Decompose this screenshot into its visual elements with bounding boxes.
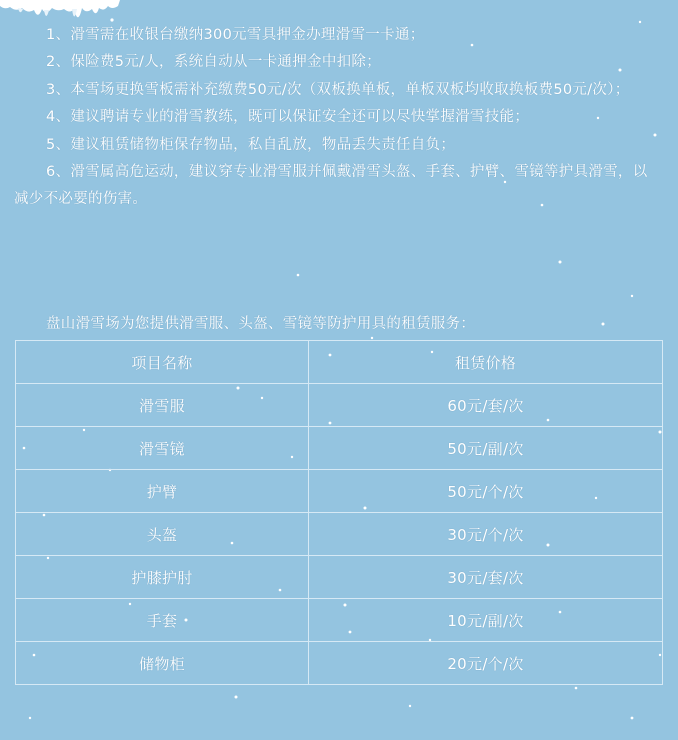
header-item-name: 项目名称 — [16, 341, 309, 384]
rule-5: 5、建议租赁储物柜保存物品，私自乱放，物品丢失责任自负； — [46, 136, 456, 153]
item-price: 20元/个/次 — [309, 642, 663, 685]
table-row — [16, 384, 663, 427]
table-row — [16, 427, 663, 470]
rule-4: 4、建议聘请专业的滑雪教练，既可以保证安全还可以尽快掌握滑雪技能； — [46, 109, 530, 126]
header-rental-price: 租赁价格 — [309, 341, 663, 384]
rental-price-table — [15, 340, 663, 685]
table-row — [16, 556, 663, 599]
rule-6: 6、滑雪属高危运动，建议穿专业滑雪服并佩戴滑雪头盔、手套、护臂、雪镜等护具滑雪，以减少不必要的伤害。 — [14, 164, 648, 208]
item-price: 30元/套/次 — [309, 556, 663, 599]
item-name: 头盔 — [16, 513, 309, 556]
table-row — [16, 513, 663, 556]
item-price: 10元/副/次 — [309, 599, 663, 642]
table-row — [16, 642, 663, 685]
table-row — [16, 470, 663, 513]
item-name: 护臂 — [16, 470, 309, 513]
item-name: 储物柜 — [16, 642, 309, 685]
table-header-row — [16, 341, 663, 384]
rental-intro: 盘山滑雪场为您提供滑雪服、头盔、雪镜等防护用具的租赁服务： — [46, 316, 476, 332]
item-price: 50元/副/次 — [309, 427, 663, 470]
item-name: 滑雪服 — [16, 384, 309, 427]
item-name: 滑雪镜 — [16, 427, 309, 470]
item-price: 60元/套/次 — [309, 384, 663, 427]
rule-2: 2、保险费5元/人，系统自动从一卡通押金中扣除； — [46, 54, 382, 71]
item-price: 30元/个/次 — [309, 513, 663, 556]
skiing-rules — [14, 22, 659, 214]
item-price: 50元/个/次 — [309, 470, 663, 513]
table-row — [16, 599, 663, 642]
item-name: 护膝护肘 — [16, 556, 309, 599]
rule-3: 3、本雪场更换雪板需补充缴费50元/次（双板换单板，单板双板均收取换板费50元/次）； — [46, 81, 630, 98]
item-name: 手套 — [16, 599, 309, 642]
rule-1: 1、滑雪需在收银台缴纳300元雪具押金办理滑雪一卡通； — [46, 27, 425, 43]
